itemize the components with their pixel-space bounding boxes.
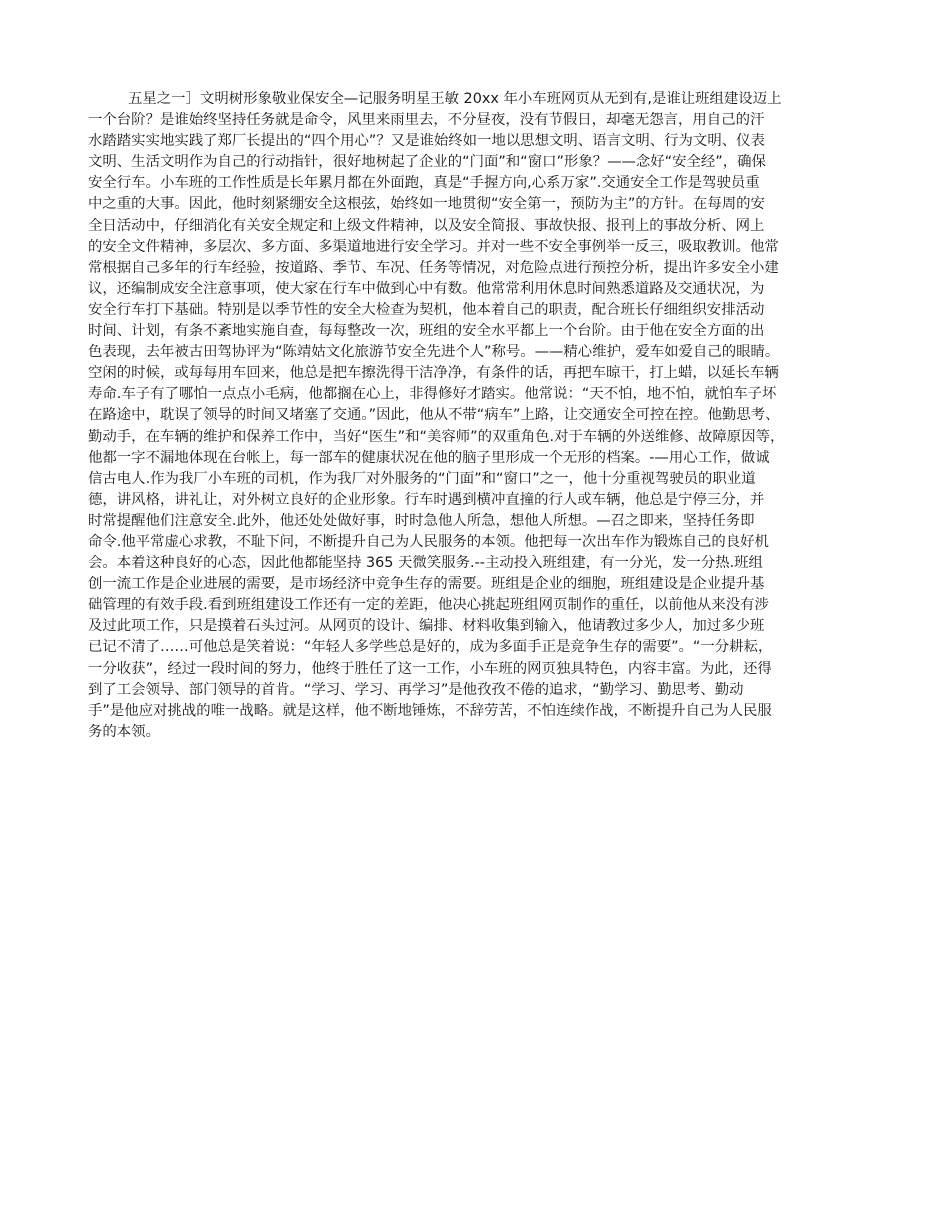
text-line: 到了工会领导、部门领导的首肯。“学习、学习、再学习”是他孜孜不倦的追求，“勤学习、勤思考、勤动 <box>88 681 744 698</box>
text-line: 及过此项工作，只是摸着石头过河。从网页的设计、编排、材料收集到输入，他请教过多少人，加过多少班 <box>88 618 765 635</box>
text-line: 一分收获”，经过一段时间的努力，他终于胜任了这一工作，小车班的网页独具特色，内容丰富。为此，还得 <box>88 660 772 677</box>
text-line: 中之重的大事。因此，他时刻紧绷安全这根弦，始终如一地贯彻“安全第一，预防为主”的方针。在每周的安 <box>88 196 765 213</box>
text-line: 安全行车打下基础。特别是以季节性的安全大检查为契机，他本着自己的职责，配合班长仔细组织安排活动 <box>88 301 765 318</box>
text-line: 已记不清了……可他总是笑着说：“年轻人多学些总是好的，成为多面手正是竞争生存的需要”。“一分耕耘， <box>88 639 773 656</box>
text-line: 手”是他应对挑战的唯一战略。就是这样，他不断地锤炼，不辞劳苦，不怕连续作战，不断提升自己为人民服 <box>88 702 772 719</box>
text-line: 全日活动中，仔细消化有关安全规定和上级文件精神，以及安全简报、事故快报、报刊上的事故分析、网上 <box>88 217 765 234</box>
text-line: 会。本着这种良好的心态，因此他都能坚持 365 天微笑服务.--主动投入班组建，有一分光，发一分热.班组 <box>88 555 763 572</box>
text-line: 寿命.车子有了哪怕一点点小毛病，他都搁在心上，非得修好才踏实。他常说：“天不怕，地不怕，就怕车子坏 <box>88 386 777 403</box>
text-line: 五星之一］文明树形象敬业保安全—记服务明星王敏 20xx 年小车班网页从无到有,是谁让班组建设迈上 <box>128 91 782 107</box>
text-line: 一个台阶？是谁始终坚持任务就是命令，风里来雨里去，不分昼夜，没有节假日，却毫无怨言，用自己的汗 <box>88 112 765 129</box>
text-line: 议，还编制成安全注意事项，使大家在行车中做到心中有数。他常常利用休息时间熟悉道路及交通状况，为 <box>88 280 765 297</box>
text-line: 创一流工作是企业进展的需要，是市场经济中竞争生存的需要。班组是企业的细胞，班组建设是企业提升基 <box>88 576 765 593</box>
text-line: 在路途中，耽误了领导的时间又堵塞了交通。”因此，他从不带“病车”上路，让交通安全可控在控。他勤思考、 <box>88 407 780 424</box>
text-line: 务的本领。 <box>88 723 160 740</box>
text-line: 勤动手，在车辆的维护和保养工作中，当好“医生”和“美容师”的双重角色.对于车辆的外送维修、故障原因等， <box>88 428 785 445</box>
text-line: 水踏踏实实地实践了郑厂长提出的“四个用心”？又是谁始终如一地以思想文明、语言文明、行为文明、仪表 <box>88 133 765 150</box>
article-body <box>88 89 873 743</box>
text-line: 空闲的时候，或每每用车回来，他总是把车擦洗得干洁净净，有条件的话，再把车晾干，打上蜡，以延长车辆 <box>88 365 779 382</box>
text-line: 础管理的有效手段.看到班组建设工作还有一定的差距，他决心挑起班组网页制作的重任，以前他从来没有涉 <box>88 597 769 614</box>
text-line: 文明、生活文明作为自己的行动指针，很好地树起了企业的“门面”和“窗口”形象？——念好“安全经”，确保 <box>88 154 766 171</box>
text-line: 他都一字不漏地体现在台帐上，每一部车的健康状况在他的脑子里形成一个无形的档案。-—用心工作，做诚 <box>88 449 770 466</box>
text-line: 时间、计划，有条不紊地实施自查，每每整改一次，班组的安全水平都上一个台阶。由于他在安全方面的出 <box>88 323 765 340</box>
text-line: 常根据自己多年的行车经验，按道路、季节、车况、任务等情况，对危险点进行预控分析，提出许多安全小建 <box>88 259 779 276</box>
text-line: 的安全文件精神，多层次、多方面、多渠道地进行安全学习。并对一些不安全事例举一反三，吸取教训。他常 <box>88 238 779 255</box>
text-line: 信古电人.作为我厂小车班的司机，作为我厂对外服务的“门面”和“窗口”之一，他十分重视驾驶员的职业道 <box>88 470 756 487</box>
text-line: 色表现，去年被古田驾协评为“陈靖姑文化旅游节安全先进个人”称号。——精心维护，爱车如爱自己的眼睛。 <box>88 344 780 361</box>
text-line: 命令.他平常虚心求教，不耻下问，不断提升自己为人民服务的本领。他把每一次出车作为锻炼自己的良好机 <box>88 533 769 550</box>
text-line: 德，讲风格，讲礼让，对外树立良好的企业形象。行车时遇到横冲直撞的行人或车辆，他总是宁停三分，并 <box>88 491 765 508</box>
text-line: 安全行车。小车班的工作性质是长年累月都在外面跑，真是“手握方向,心系万家”.交通安全工作是驾驶员重 <box>88 175 760 192</box>
text-line: 时常提醒他们注意安全.此外，他还处处做好事，时时急他人所急，想他人所想。—召之即来，坚持任务即 <box>88 512 755 529</box>
